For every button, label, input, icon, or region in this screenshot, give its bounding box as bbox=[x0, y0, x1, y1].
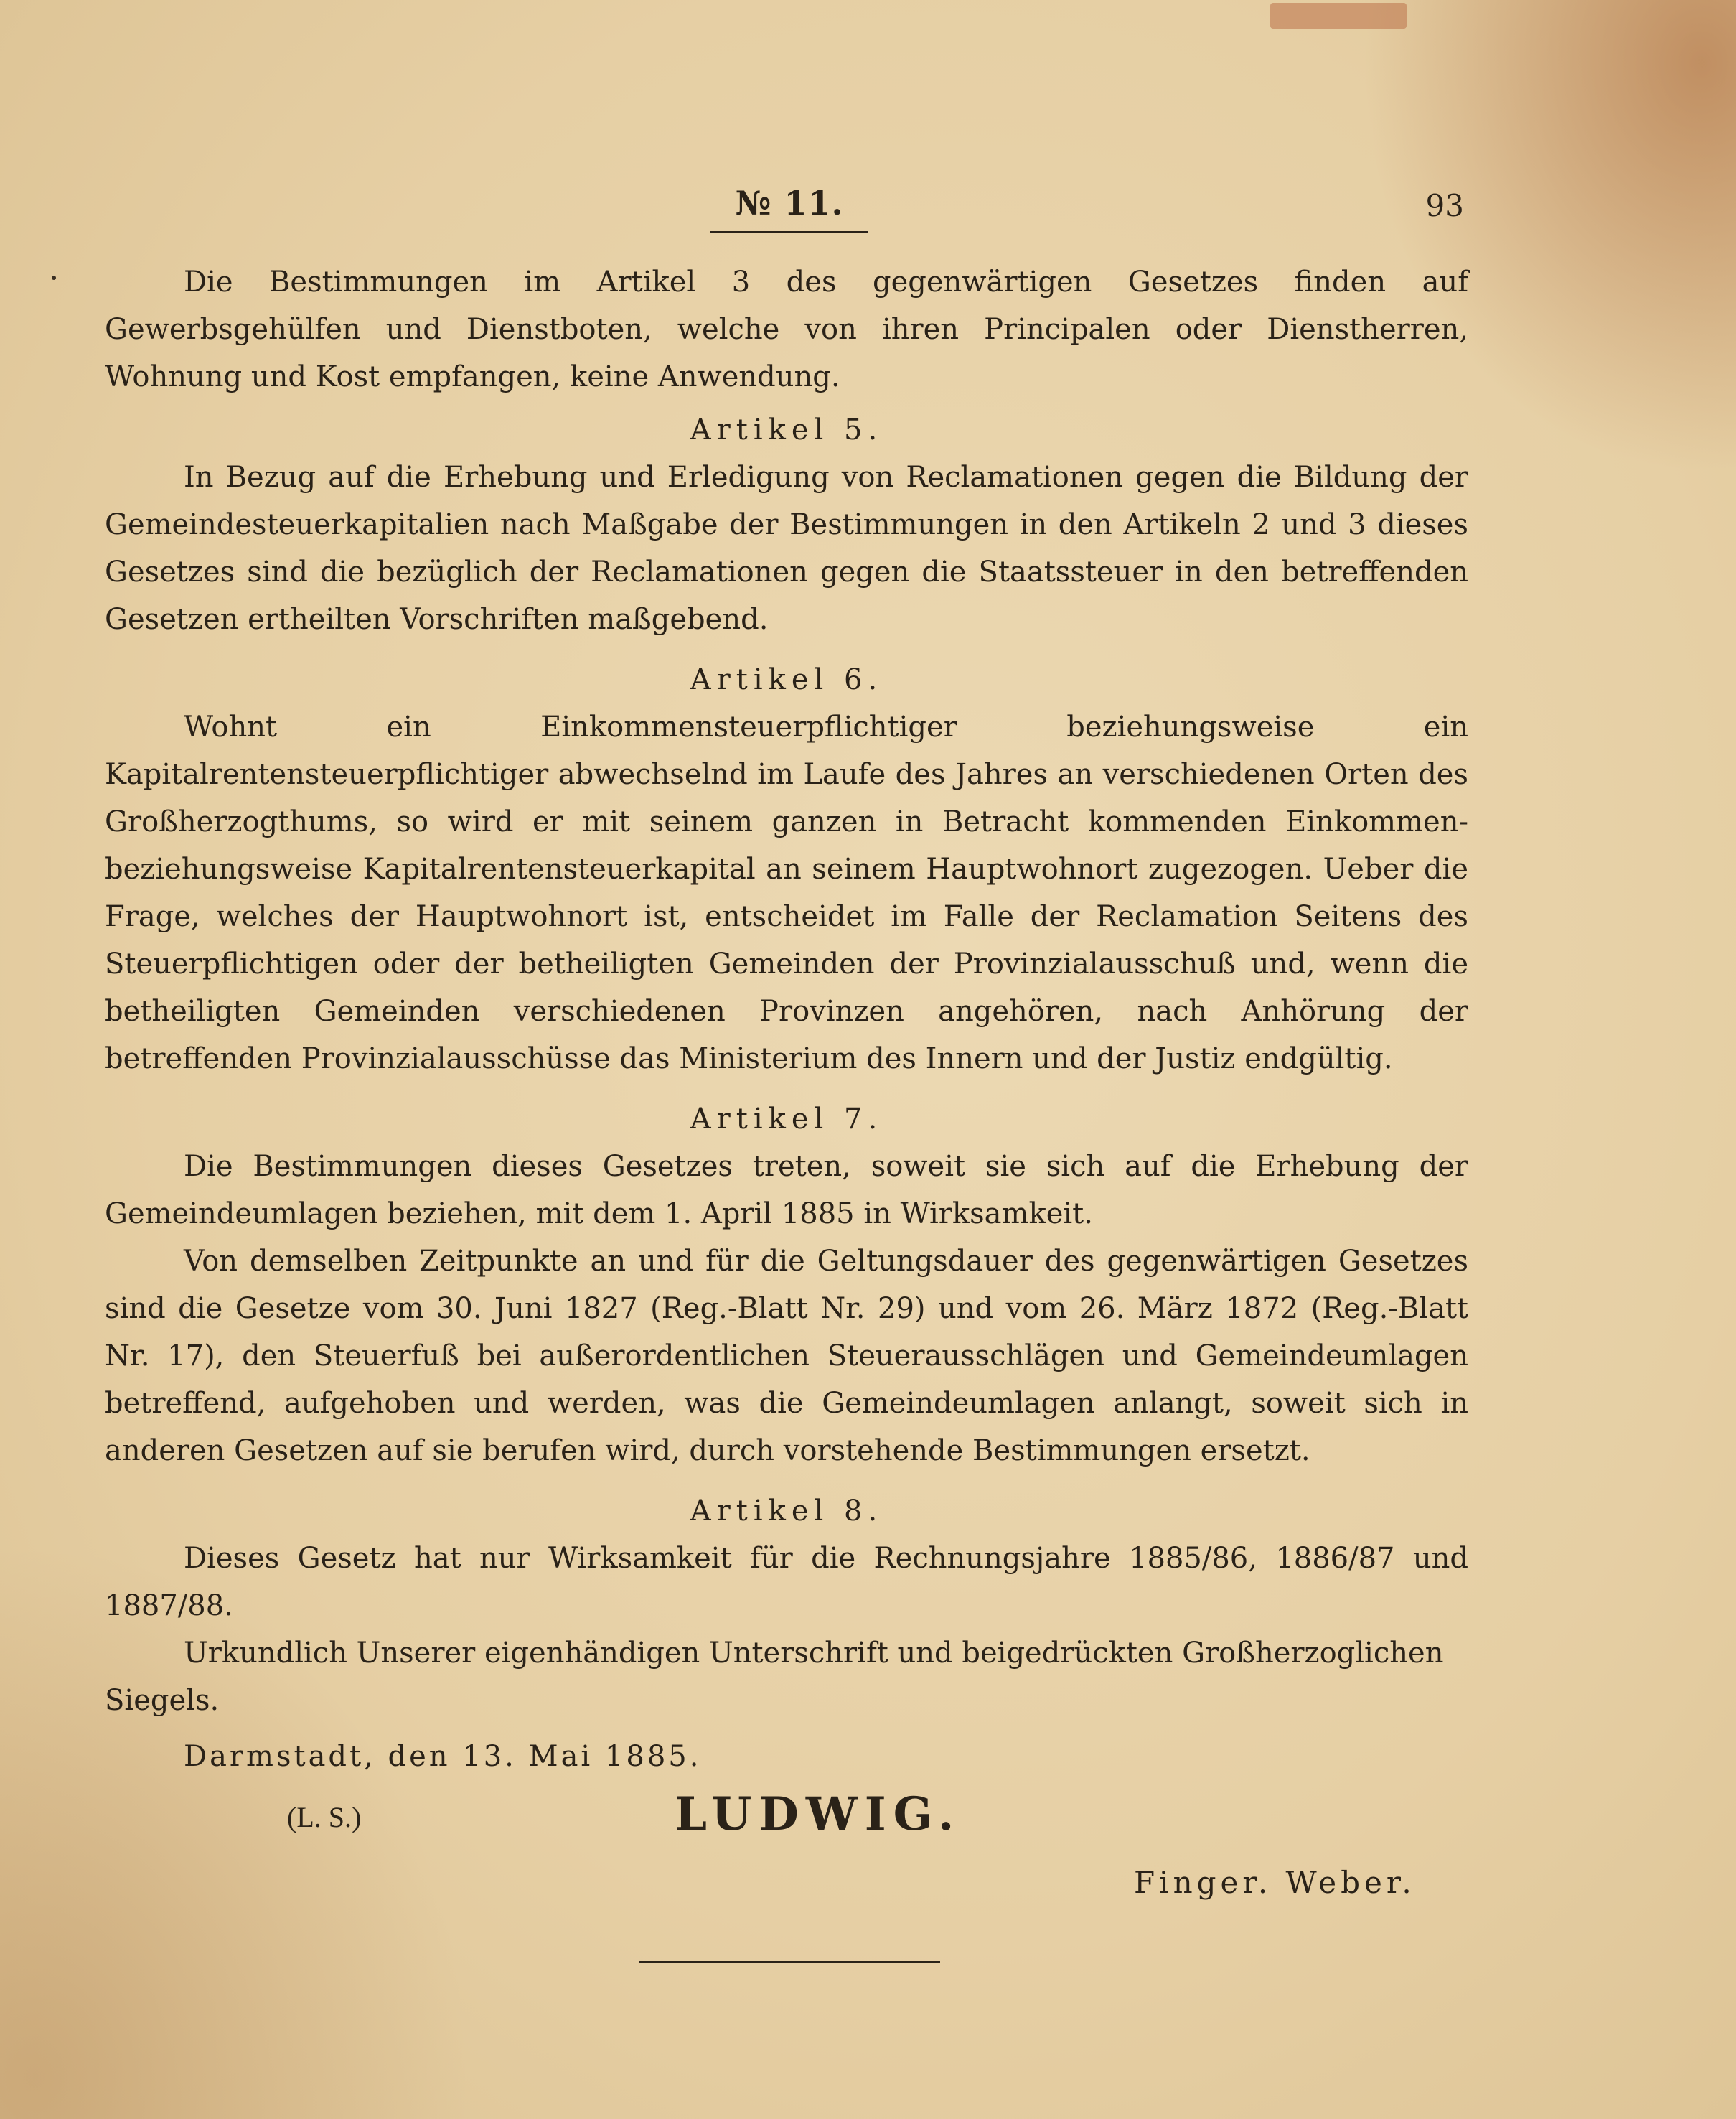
article-6-heading: Artikel 6. bbox=[690, 663, 883, 696]
ink-speck bbox=[52, 276, 56, 280]
page-number: 93 bbox=[1425, 188, 1464, 223]
issue-number: № 11. bbox=[735, 184, 844, 223]
article-7-text-2: Von demselben Zeitpunkte an und für die Geltungsdauer des gegenwärtigen Gesetzes sind die Gesetze vom 30. Juni 1827 (Reg.-Blatt Nr. 29) und vom 26. März 1872 (Reg.-Blatt Nr. 17), den Steuerfuß bei außerordentlichen Steuerausschlägen und Gemeindeumlagen betreffend, aufgehoben und werden, was die Gemeindeumlagen anlangt, soweit sich in anderen Gesetzen auf sie berufen wird, durch vorstehende Bestimmungen ersetzt. bbox=[105, 1245, 1468, 1467]
article-7-text-1: Die Bestimmungen dieses Gesetzes treten, soweit sie sich auf die Erhebung der Gemeindeumlagen beziehen, mit dem 1. April 1885 in Wirksamkeit. bbox=[105, 1150, 1468, 1230]
date-line: Darmstadt, den 13. Mai 1885. bbox=[184, 1740, 702, 1773]
article-7-heading: Artikel 7. bbox=[690, 1103, 883, 1136]
article-5-heading: Artikel 5. bbox=[690, 413, 883, 446]
article-5-text: In Bezug auf die Erhebung und Erledigung von Reclamationen gegen die Bildung der Gemeindesteuerkapitalien nach Maßgabe der Bestimmungen in den Artikeln 2 und 3 dieses Gesetzes sind die bezüglich der Reclamationen gegen die Staatssteuer in den betreffenden Gesetzen ertheilten Vorschriften maßgebend. bbox=[105, 461, 1468, 636]
seal-mark: (L. S.) bbox=[287, 1801, 362, 1833]
closing-formula: Urkundlich Unserer eigenhändigen Unterschrift und beigedrückten Großherzoglichen Siegels. bbox=[105, 1637, 1444, 1717]
article-6-text: Wohnt ein Einkommensteuerpflichtiger beziehungsweise ein Kapitalrentensteuerpflichtiger abwechselnd im Laufe des Jahres an verschiedenen Orten des Großherzogthums, so wird er mit seinem ganzen in Betracht kommenden Einkommen- beziehungsweise Kapitalrentensteuerkapital an seinem Hauptwohnort zugezogen. Ueber die Frage, welches der Hauptwohnort ist, entscheidet im Falle der Reclamation Seitens des Steuerpflichtigen oder der betheiligten Gemeinden der Provinzialausschuß und, wenn die betheiligten Gemeinden verschiedenen Provinzen angehören, nach Anhörung der betreffenden Provinzialausschüsse das Ministerium des Innern und der Justiz endgültig. bbox=[105, 711, 1468, 1075]
document-body bbox=[105, 258, 1468, 1780]
minister-signatures: Finger. Weber. bbox=[1134, 1865, 1416, 1900]
article-8-heading: Artikel 8. bbox=[690, 1494, 883, 1528]
ruler-signature: LUDWIG. bbox=[675, 1787, 962, 1841]
article-8-text: Dieses Gesetz hat nur Wirksamkeit für die Rechnungsjahre 1885/86, 1886/87 und 1887/88. bbox=[105, 1542, 1468, 1622]
intro-paragraph: Die Bestimmungen im Artikel 3 des gegenwärtigen Gesetzes finden auf Gewerbsgehülfen und Dienstboten, welche von ihren Principalen oder Dienstherren, Wohnung und Kost empfangen, keine Anwendung. bbox=[105, 266, 1468, 393]
paper-stain bbox=[1270, 3, 1407, 29]
issue-number-underline bbox=[710, 231, 868, 233]
closing-rule bbox=[639, 1961, 940, 1963]
